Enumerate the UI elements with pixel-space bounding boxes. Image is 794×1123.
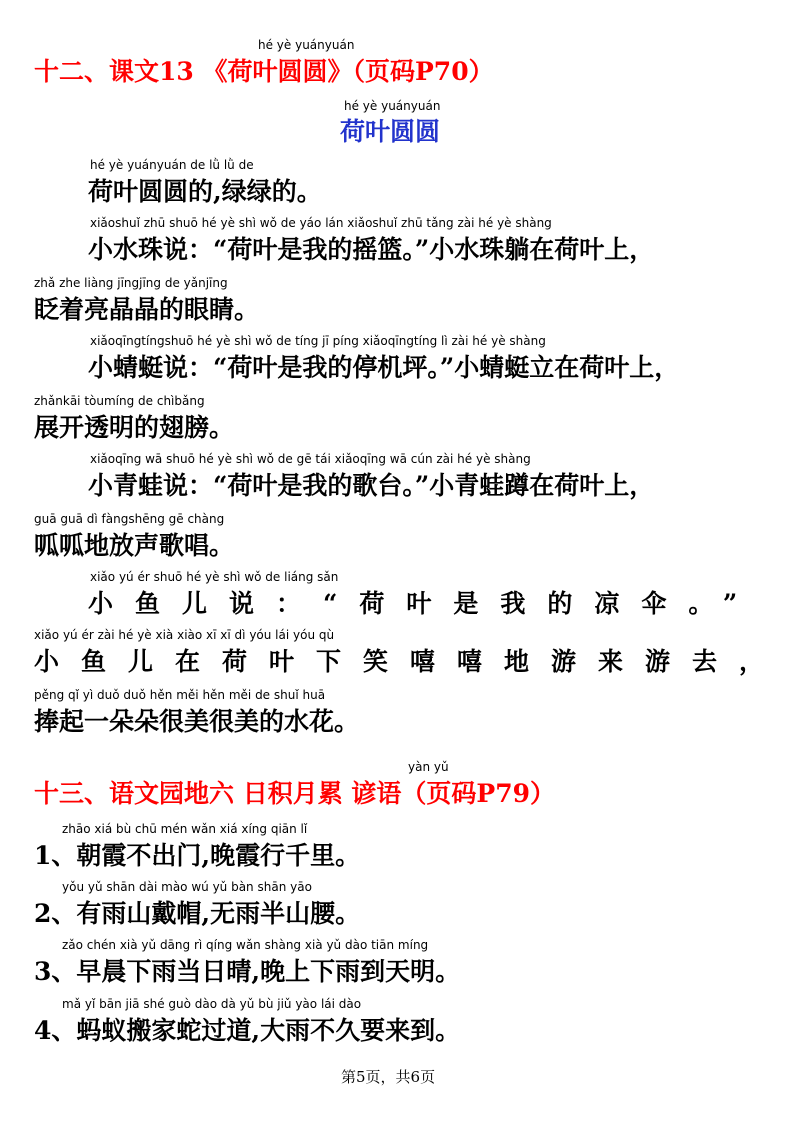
poem-line-9: 小鱼儿在荷叶下笑嘻嘻地游来游去， xyxy=(34,647,787,676)
proverb-2-pinyin: yǒu yǔ shān dài mào wú yǔ bàn shān yāo xyxy=(62,880,312,894)
section13-heading: 十三、语文园地六 日积月累 谚语（页码P79） xyxy=(34,779,555,808)
poem-title: 荷叶圆圆 xyxy=(340,117,441,146)
proverb-1-pinyin: zhāo xiá bù chū mén wǎn xiá xíng qiān lǐ xyxy=(62,822,308,836)
proverb-2: 2、有雨山戴帽,无雨半山腰。 xyxy=(34,899,361,928)
poem-line-6-pinyin: xiǎoqīng wā shuō hé yè shì wǒ de gē tái xiǎoqīng wā cún zài hé yè shàng xyxy=(90,452,531,466)
poem-line-6: 小青蛙说：“荷叶是我的歌台。”小青蛙蹲在荷叶上， xyxy=(88,471,655,500)
poem-line-5-pinyin: zhǎnkāi tòumíng de chìbǎng xyxy=(34,394,205,408)
section13-heading-pinyin: yàn yǔ xyxy=(408,760,449,774)
poem-title-pinyin: hé yè yuányuán xyxy=(344,99,441,113)
section12-heading-pinyin: hé yè yuányuán xyxy=(258,38,355,52)
poem-line-5: 展开透明的翅膀。 xyxy=(34,413,235,442)
page-footer: 第5页，共6页 xyxy=(341,1068,436,1086)
proverb-3-pinyin: zǎo chén xià yǔ dāng rì qíng wǎn shàng xià yǔ dào tiān míng xyxy=(62,938,429,952)
poem-line-10: 捧起一朵朵很美很美的水花。 xyxy=(34,707,360,736)
proverb-4: 4、蚂蚁搬家蛇过道,大雨不久要来到。 xyxy=(34,1016,461,1045)
proverb-3: 3、早晨下雨当日晴,晚上下雨到天明。 xyxy=(34,957,461,986)
poem-line-2: 小水珠说：“荷叶是我的摇篮。”小水珠躺在荷叶上， xyxy=(88,235,655,264)
proverb-1: 1、朝霞不出门,晚霞行千里。 xyxy=(34,841,361,870)
poem-line-8-pinyin: xiǎo yú ér shuō hé yè shì wǒ de liáng sǎn xyxy=(90,570,339,584)
poem-line-10-pinyin: pěng qǐ yì duǒ duǒ hěn měi hěn měi de shuǐ huā xyxy=(34,688,326,702)
poem-line-4: 小蜻蜓说：“荷叶是我的停机坪。”小蜻蜓立在荷叶上， xyxy=(88,353,680,382)
proverb-4-pinyin: mǎ yǐ bān jiā shé guò dào dà yǔ bù jiǔ yào lái dào xyxy=(62,997,362,1011)
poem-line-8: 小鱼儿说：“荷叶是我的凉伞。” xyxy=(88,589,760,618)
poem-line-4-pinyin: xiǎoqīngtíngshuō hé yè shì wǒ de tíng jī píng xiǎoqīngtíng lì zài hé yè shàng xyxy=(90,334,546,348)
section12-heading: 十二、课文13 《荷叶圆圆》（页码P70） xyxy=(34,57,494,86)
poem-line-7: 呱呱地放声歌唱。 xyxy=(34,531,235,560)
poem-line-9-pinyin: xiǎo yú ér zài hé yè xià xiào xī xī dì yóu lái yóu qù xyxy=(34,628,335,642)
poem-line-2-pinyin: xiǎoshuǐ zhū shuō hé yè shì wǒ de yáo lán xiǎoshuǐ zhū tǎng zài hé yè shàng xyxy=(90,216,552,230)
poem-line-3-pinyin: zhǎ zhe liàng jīngjīng de yǎnjīng xyxy=(34,276,228,290)
poem-line-1-pinyin: hé yè yuányuán de lǜ lǜ de xyxy=(90,158,254,172)
poem-line-1: 荷叶圆圆的,绿绿的。 xyxy=(88,177,322,206)
poem-line-3: 眨着亮晶晶的眼睛。 xyxy=(34,295,260,324)
poem-line-7-pinyin: guā guā dì fàngshēng gē chàng xyxy=(34,512,225,526)
